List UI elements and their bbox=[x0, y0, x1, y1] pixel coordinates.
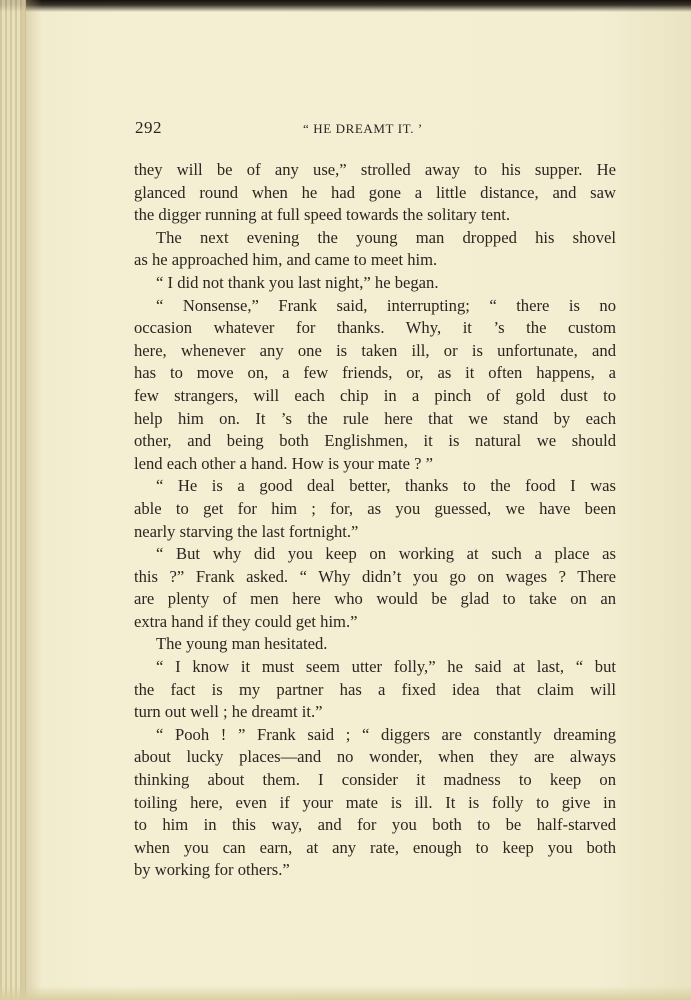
text-line: occasion whatever for thanks. Why, it ’s the custom bbox=[134, 318, 616, 338]
page-header bbox=[135, 118, 615, 142]
text-line: The young man hesitated. bbox=[156, 634, 328, 654]
running-head: “ HE DREAMT IT. ’ bbox=[303, 121, 423, 136]
text-line: extra hand if they could get him.” bbox=[134, 611, 358, 631]
text-line: “ I know it must seem utter folly,” he said at last, “ but bbox=[156, 657, 616, 677]
text-line: are plenty of men here who would be glad to take on an bbox=[134, 589, 616, 609]
page-number: 292 bbox=[135, 118, 162, 137]
text-line: this ?” Frank asked. “ Why didn’t you go on wages ? There bbox=[134, 566, 616, 586]
text-line: “ He is a good deal better, thanks to the food I was bbox=[156, 476, 616, 496]
text-line: about lucky places—and no wonder, when they are always bbox=[134, 747, 616, 767]
text-line: thinking about them. I consider it madness to keep on bbox=[134, 770, 616, 790]
text-line: “ Pooh ! ” Frank said ; “ diggers are constantly dreaming bbox=[156, 724, 616, 744]
text-line: other, and being both Englishmen, it is natural we should bbox=[134, 431, 616, 451]
text-line: has to move on, a few friends, or, as it often happens, a bbox=[134, 363, 616, 383]
text-line: “ But why did you keep on working at such a place as bbox=[156, 544, 616, 564]
page-bottom-edge bbox=[0, 986, 691, 1000]
text-line: as he approached him, and came to meet him. bbox=[134, 250, 438, 270]
text-line: toiling here, even if your mate is ill. It is folly to give in bbox=[134, 792, 616, 812]
text-line: they will be of any use,” strolled away to his supper. He bbox=[134, 160, 616, 179]
text-line: the fact is my partner has a fixed idea that claim will bbox=[134, 679, 616, 699]
text-line: “ Nonsense,” Frank said, interrupting; “ there is no bbox=[156, 295, 616, 315]
text-line: able to get for him ; for, as you guessed, we have been bbox=[134, 498, 616, 518]
text-line: lend each other a hand. How is your mate ? ” bbox=[134, 453, 434, 473]
text-line: “ I did not thank you last night,” he began. bbox=[156, 272, 439, 292]
text-line: turn out well ; he dreamt it.” bbox=[134, 702, 323, 722]
text-line: The next evening the young man dropped his shovel bbox=[156, 227, 616, 247]
text-line: here, whenever any one is taken ill, or is unfortunate, and bbox=[134, 340, 616, 360]
text-line: the digger running at full speed towards the solitary tent. bbox=[134, 205, 511, 225]
page-gutter-shadow bbox=[22, 0, 42, 1000]
text-line: help him on. It ’s the rule here that we stand by each bbox=[134, 408, 616, 428]
text-line: by working for others.” bbox=[134, 860, 290, 880]
page-top-shadow bbox=[0, 0, 691, 12]
text-line: few strangers, will each chip in a pinch of gold dust to bbox=[134, 385, 616, 405]
text-line: when you can earn, at any rate, enough to keep you both bbox=[134, 837, 616, 857]
text-line: to him in this way, and for you both to be half-starved bbox=[134, 815, 616, 835]
text-line: nearly starving the last fortnight.” bbox=[134, 521, 359, 541]
body-text bbox=[134, 159, 616, 882]
text-line: glanced round when he had gone a little distance, and saw bbox=[134, 182, 616, 202]
